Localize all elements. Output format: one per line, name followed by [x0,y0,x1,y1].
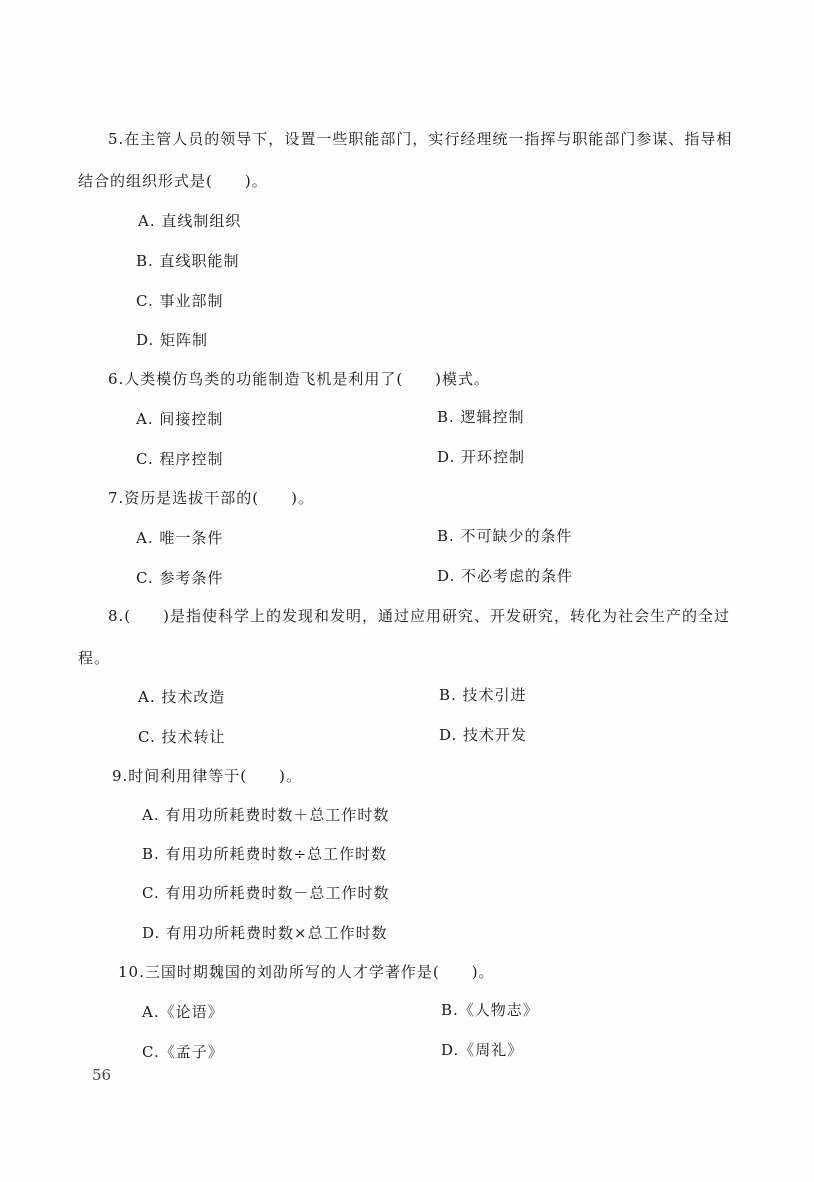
question-9-option-d: D. 有用功所耗费时数×总工作时数 [142,924,388,942]
question-7-option-c: C. 参考条件 [136,569,224,587]
question-9-line1: 9.时间利用律等于( )。 [112,767,303,785]
question-6-option-b: B. 逻辑控制 [437,408,525,426]
question-6-option-a: A. 间接控制 [136,410,224,428]
question-8-line1: 8.( )是指使科学上的发现和发明，通过应用研究、开发研究，转化为社会生产的全过 [108,607,731,625]
question-6-option-c: C. 程序控制 [136,450,224,468]
question-5-line1: 5.在主管人员的领导下，设置一些职能部门，实行经理统一指挥与职能部门参谋、指导相 [108,130,733,148]
question-9-option-c: C. 有用功所耗费时数－总工作时数 [142,884,390,902]
question-8-option-d: D. 技术开发 [439,726,528,744]
question-5-option-a: A. 直线制组织 [138,212,242,230]
page-number: 56 [92,1066,112,1084]
question-10-option-d: D.《周礼》 [441,1041,524,1059]
question-6-option-d: D. 开环控制 [437,448,526,466]
question-9-option-a: A. 有用功所耗费时数＋总工作时数 [142,806,390,824]
question-8-option-c: C. 技术转让 [138,728,226,746]
question-10-option-b: B.《人物志》 [441,1001,539,1019]
question-8-option-b: B. 技术引进 [439,686,527,704]
question-6-line1: 6.人类模仿鸟类的功能制造飞机是利用了( )模式。 [108,370,491,388]
question-5-option-b: B. 直线职能制 [136,252,240,270]
question-5-option-d: D. 矩阵制 [136,331,209,349]
question-10-line1: 10.三国时期魏国的刘劭所写的人才学著作是( )。 [118,963,495,981]
question-10-option-c: C.《孟子》 [142,1043,224,1061]
question-5-line2: 结合的组织形式是( )。 [78,172,268,190]
question-7-line1: 7.资历是选拔干部的( )。 [108,489,315,507]
question-7-option-d: D. 不必考虑的条件 [437,567,574,585]
question-9-option-b: B. 有用功所耗费时数÷总工作时数 [142,845,388,863]
question-5-option-c: C. 事业部制 [136,292,224,310]
question-8-option-a: A. 技术改造 [138,688,226,706]
question-8-line2: 程。 [78,649,111,667]
question-10-option-a: A.《论语》 [142,1003,224,1021]
question-7-option-b: B. 不可缺少的条件 [437,527,573,545]
question-7-option-a: A. 唯一条件 [136,529,224,547]
